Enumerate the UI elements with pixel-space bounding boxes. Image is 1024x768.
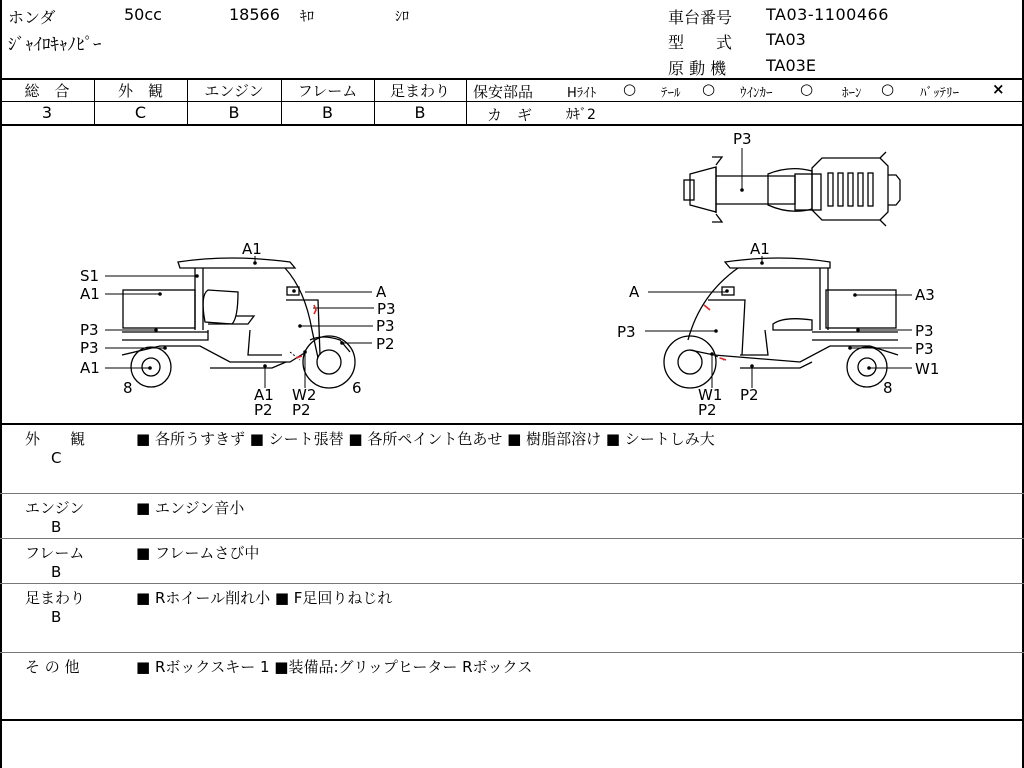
- mileage: 18566: [229, 5, 280, 24]
- scooter-left-view: [122, 258, 355, 388]
- label-left: A1: [80, 359, 100, 377]
- label-right: W1: [698, 386, 723, 404]
- key-value: ｶｷﾞ2: [566, 107, 596, 123]
- comment-label-engine: エンジン: [25, 499, 85, 517]
- label-left: A1: [80, 285, 100, 303]
- label-right: A3: [915, 286, 935, 304]
- grade-label-suspension: 足まわり: [389, 82, 450, 100]
- damage-marks: [296, 305, 726, 360]
- label-left: W2: [292, 386, 317, 404]
- comment-label-exterior: 外 観: [25, 430, 86, 448]
- label-left: P3: [377, 300, 396, 318]
- displacement: 50cc: [124, 5, 162, 24]
- label-right: P2: [698, 401, 717, 419]
- label-left: A1: [254, 386, 274, 404]
- mileage-unit: ｷﾛ: [300, 9, 314, 25]
- label-left: P2: [376, 335, 395, 353]
- comment-label-frame: フレーム: [25, 544, 85, 562]
- safety-horn-mark: ○: [881, 80, 895, 98]
- safety-label: 保安部品: [473, 83, 534, 101]
- grade-value-overall: 3: [41, 103, 53, 122]
- engine-label: 原 動 機: [668, 59, 727, 78]
- label-left: P2: [292, 401, 311, 419]
- safety-winker-label: ｳｲﾝｶｰ: [740, 86, 773, 101]
- label-left: 6: [352, 379, 362, 397]
- grade-label-overall: 総 合: [24, 82, 70, 100]
- safety-headlight-label: Hﾗｲﾄ: [567, 86, 597, 101]
- label-right: P3: [915, 322, 934, 340]
- label-left: P2: [254, 401, 273, 419]
- comment-grade-engine: B: [51, 518, 62, 536]
- safety-headlight-mark: ○: [623, 80, 637, 98]
- label-right: P3: [617, 323, 636, 341]
- comment-text-other: ■ Rボックスキー 1 ■装備品:グリップヒーター Rボックス: [136, 658, 533, 676]
- label-left: 8: [123, 379, 133, 397]
- grade-label-engine: エンジン: [204, 82, 264, 100]
- label-right: W1: [915, 360, 940, 378]
- comment-text-engine: ■ エンジン音小: [136, 499, 245, 517]
- type-label: 型 式: [668, 33, 733, 52]
- comment-text-exterior: ■ 各所うすきず ■ シート張替 ■ 各所ペイント色あせ ■ 樹脂部溶け ■ シートしみ大: [136, 430, 715, 448]
- safety-tail-label: ﾃｰﾙ: [661, 86, 681, 101]
- comment-text-frame: ■ フレームさび中: [136, 544, 260, 562]
- label-left: P3: [80, 321, 99, 339]
- scooter-right-view: [664, 258, 898, 388]
- maker: ホンダ: [8, 8, 56, 27]
- label-right: P2: [740, 386, 759, 404]
- engine-value: TA03E: [766, 56, 816, 75]
- label-left: P3: [80, 339, 99, 357]
- label-right: P3: [915, 340, 934, 358]
- safety-horn-label: ﾎｰﾝ: [842, 86, 862, 101]
- frame-no-label: 車台番号: [668, 8, 733, 27]
- type-value: TA03: [766, 30, 806, 49]
- key-label: カ ギ: [487, 106, 533, 124]
- grade-label-frame: フレーム: [297, 82, 358, 100]
- comment-label-other: そ の 他: [25, 658, 80, 676]
- label-left: P3: [376, 317, 395, 335]
- frame-no: TA03-1100466: [766, 5, 889, 24]
- model-name: ｼﾞｬｲﾛｷｬﾉﾋﾟｰ: [8, 35, 102, 55]
- safety-battery-mark: ×: [992, 80, 1005, 98]
- comment-grade-suspension: B: [51, 608, 62, 626]
- safety-tail-mark: ○: [702, 80, 716, 98]
- comment-text-suspension: ■ Rホイール削れ小 ■ F足回りねじれ: [136, 589, 393, 607]
- label-left: A: [376, 283, 387, 301]
- grade-label-exterior: 外 観: [117, 82, 163, 100]
- comment-label-suspension: 足まわり: [25, 589, 86, 607]
- comment-grade-exterior: C: [51, 449, 62, 467]
- color: ｼﾛ: [395, 9, 409, 25]
- grade-value-exterior: C: [134, 103, 147, 122]
- safety-winker-mark: ○: [800, 80, 814, 98]
- safety-battery-label: ﾊﾞｯﾃﾘｰ: [920, 86, 959, 101]
- label-left: S1: [80, 267, 100, 285]
- label-right: 8: [883, 379, 893, 397]
- label-left: A1: [242, 240, 262, 258]
- grade-value-engine: B: [228, 103, 240, 122]
- label-right: A: [629, 283, 640, 301]
- comment-grade-frame: B: [51, 563, 62, 581]
- label-top-p3: P3: [733, 130, 752, 148]
- scooter-top-view: [684, 152, 900, 226]
- label-right: A1: [750, 240, 770, 258]
- label-dots: [148, 188, 871, 370]
- grade-value-frame: B: [322, 103, 333, 122]
- grade-value-suspension: B: [414, 103, 426, 122]
